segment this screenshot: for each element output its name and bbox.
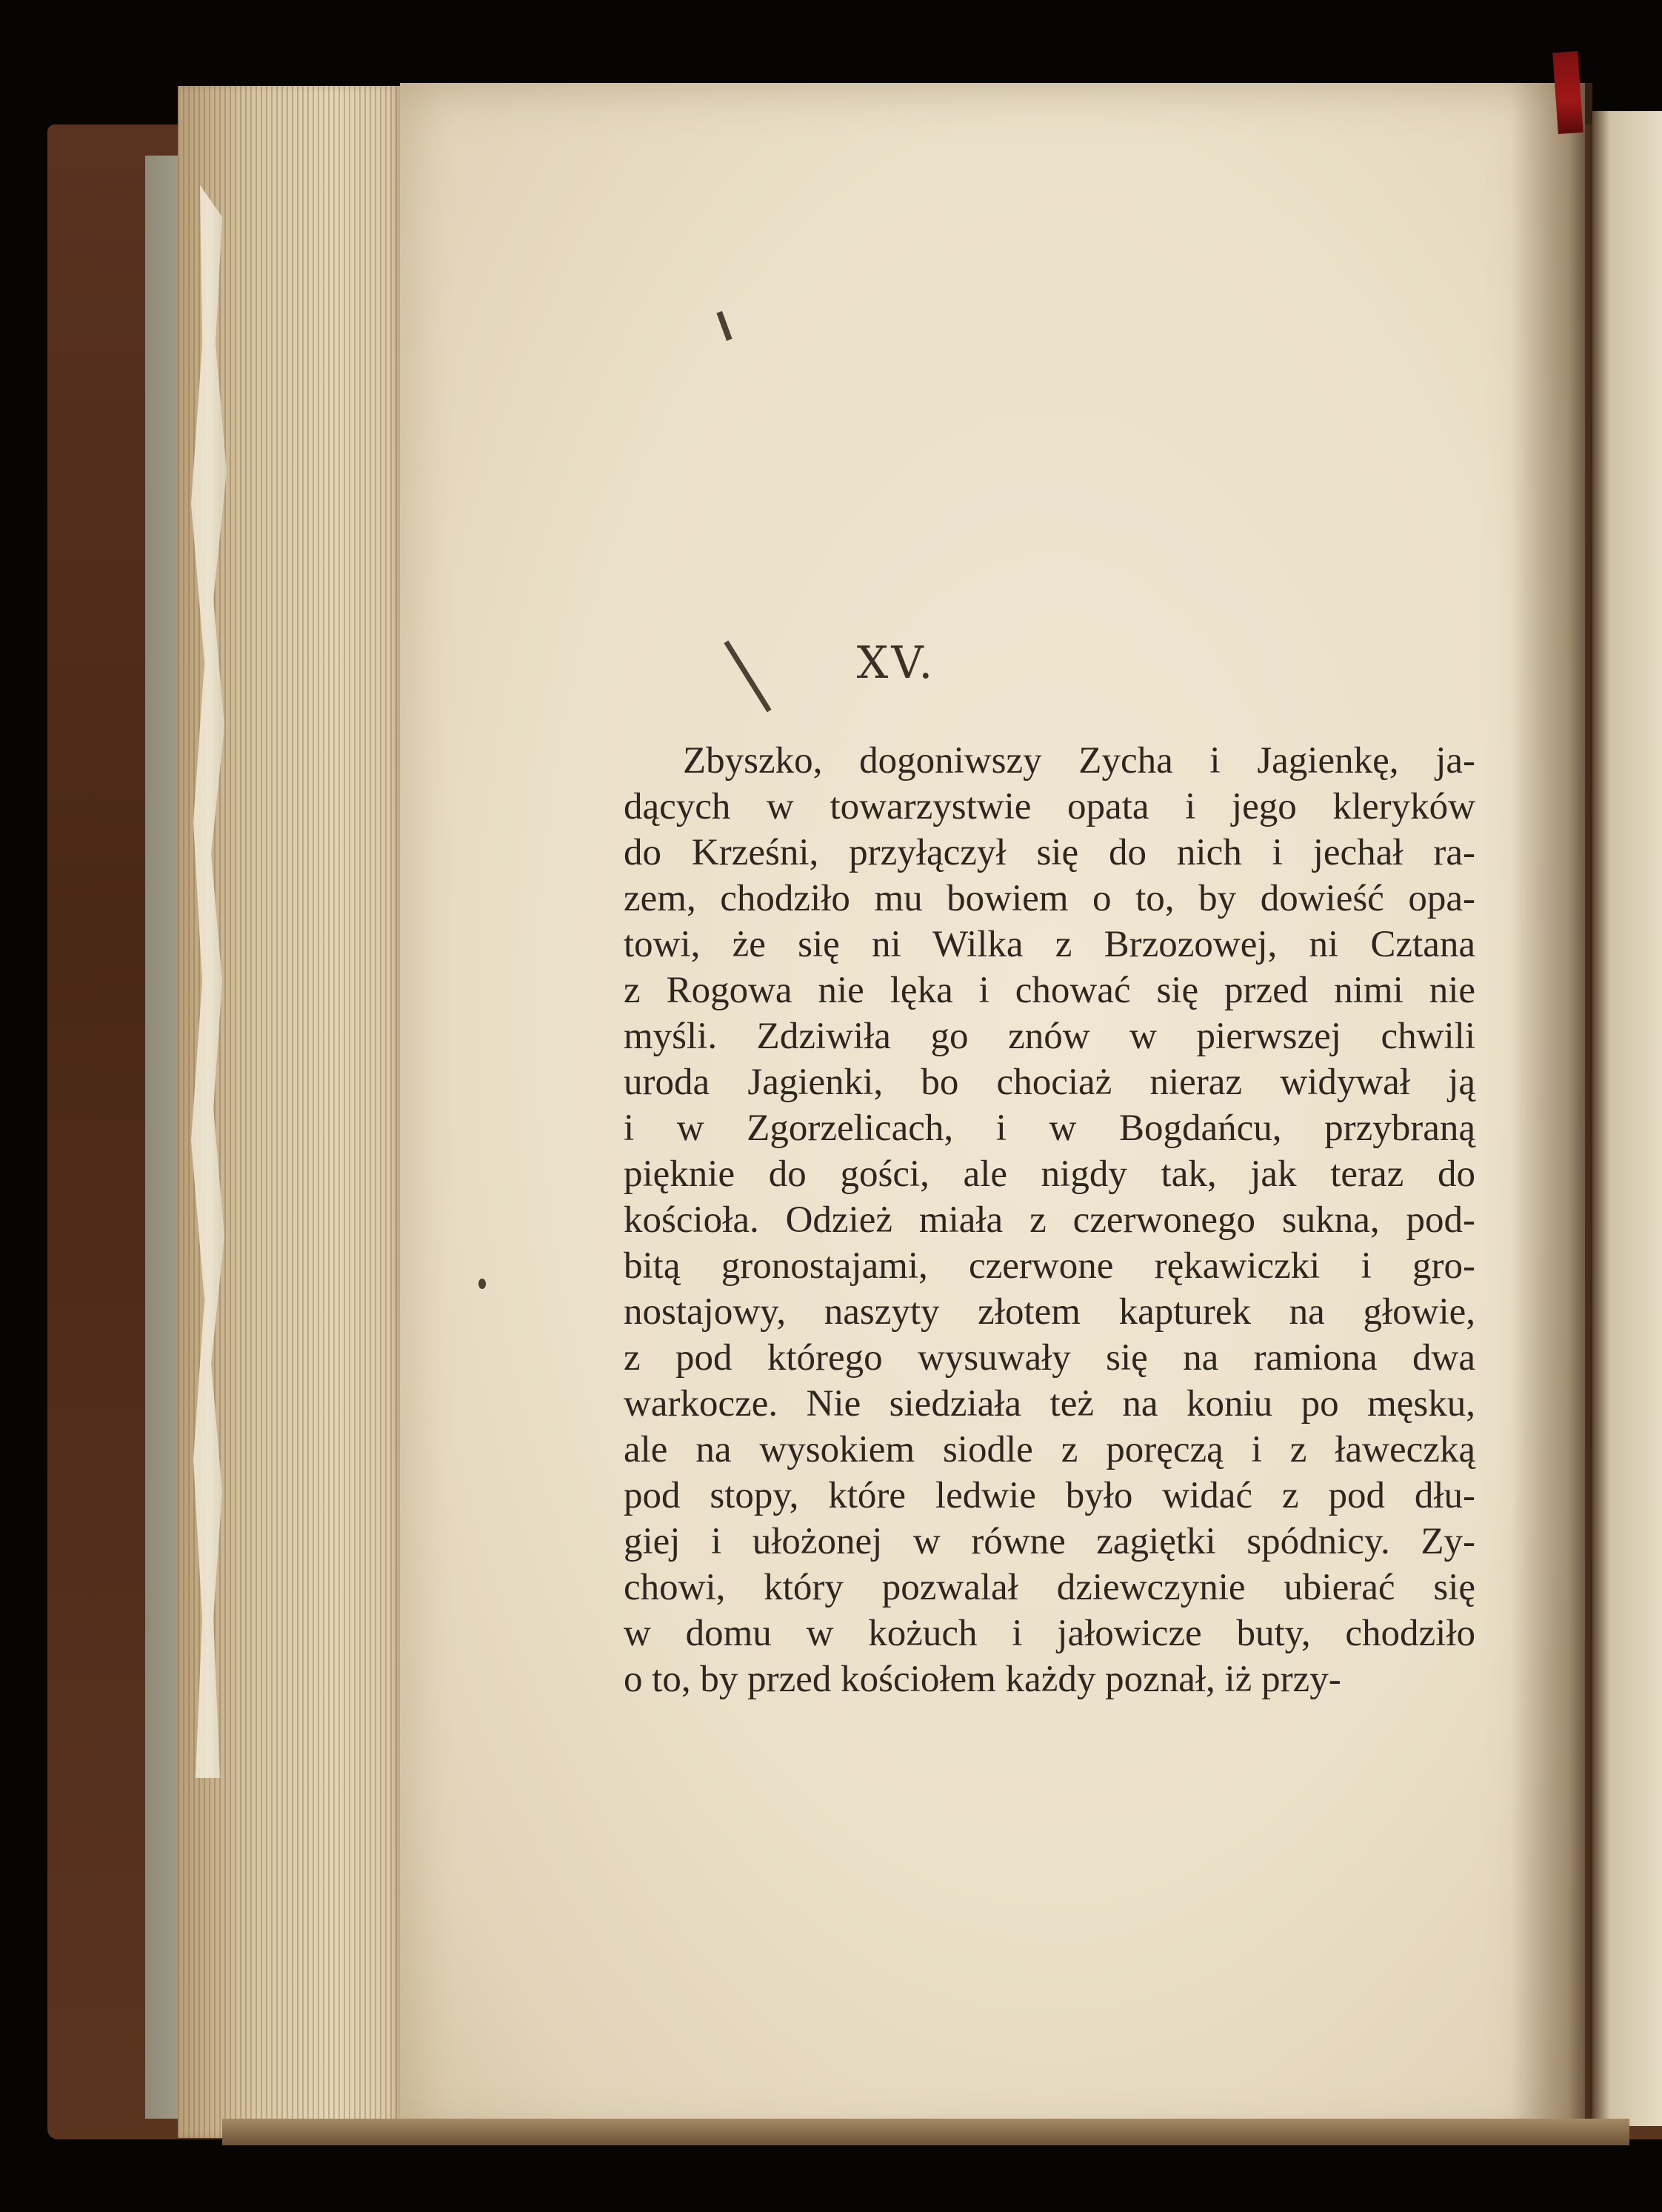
text-line: pięknie do gości, ale nigdy tak, jak teraz do [624, 1153, 1475, 1195]
text-line: chowi, który pozwalał dziewczynie ubierać się [624, 1567, 1475, 1608]
text-line: pod stopy, które ledwie było widać z pod dłu- [624, 1475, 1475, 1516]
text-line: myśli. Zdziwiła go znów w pierwszej chwili [624, 1016, 1475, 1057]
text-line: uroda Jagienki, bo chociaż nieraz widywał ją [624, 1062, 1475, 1103]
gutter-shadow [1511, 83, 1592, 2142]
text-line: kościoła. Odzież miała z czerwonego sukna, pod- [624, 1199, 1475, 1241]
ink-dot-left [478, 1279, 486, 1289]
text-line: zem, chodziło mu bowiem o to, by dowieść opa- [624, 878, 1475, 919]
bottom-page-edge [222, 2119, 1629, 2145]
text-line: z Rogowa nie lęka i chować się przed nimi nie [624, 970, 1475, 1011]
text-line: i w Zgorzelicach, i w Bogdańcu, przybraną [624, 1107, 1475, 1149]
text-line: towi, że się ni Wilka z Brzozowej, ni Cztana [624, 924, 1475, 965]
text-line: w domu w kożuch i jałowicze buty, chodziło [624, 1613, 1475, 1654]
text-line: o to, by przed kościołem każdy poznał, iż przy- [624, 1659, 1341, 1700]
text-line: ale na wysokiem siodle z poręczą i z ławeczką [624, 1429, 1475, 1470]
text-line: warkocze. Nie siedziała też na koniu po męsku, [624, 1383, 1475, 1425]
text-line: z pod którego wysuwały się na ramiona dwa [624, 1337, 1475, 1379]
text-line: dących w towarzystwie opata i jego kleryków [624, 786, 1475, 827]
chapter-heading: XV. [856, 637, 936, 689]
text-line: bitą gronostajami, czerwone rękawiczki i gro- [624, 1245, 1475, 1287]
text-line: nostajowy, naszyty złotem kapturek na głowie, [624, 1291, 1475, 1333]
facing-page-edge [1592, 111, 1662, 2126]
text-line: Zbyszko, dogoniwszy Zycha i Jagienkę, ja- [683, 740, 1475, 782]
text-line: giej i ułożonej w równe zagiętki spódnicy. Zy- [624, 1521, 1475, 1562]
text-line: do Krześni, przyłączył się do nich i jechał ra- [624, 832, 1475, 873]
body-text [624, 738, 1475, 1702]
bookmark-ribbon [1552, 51, 1583, 134]
